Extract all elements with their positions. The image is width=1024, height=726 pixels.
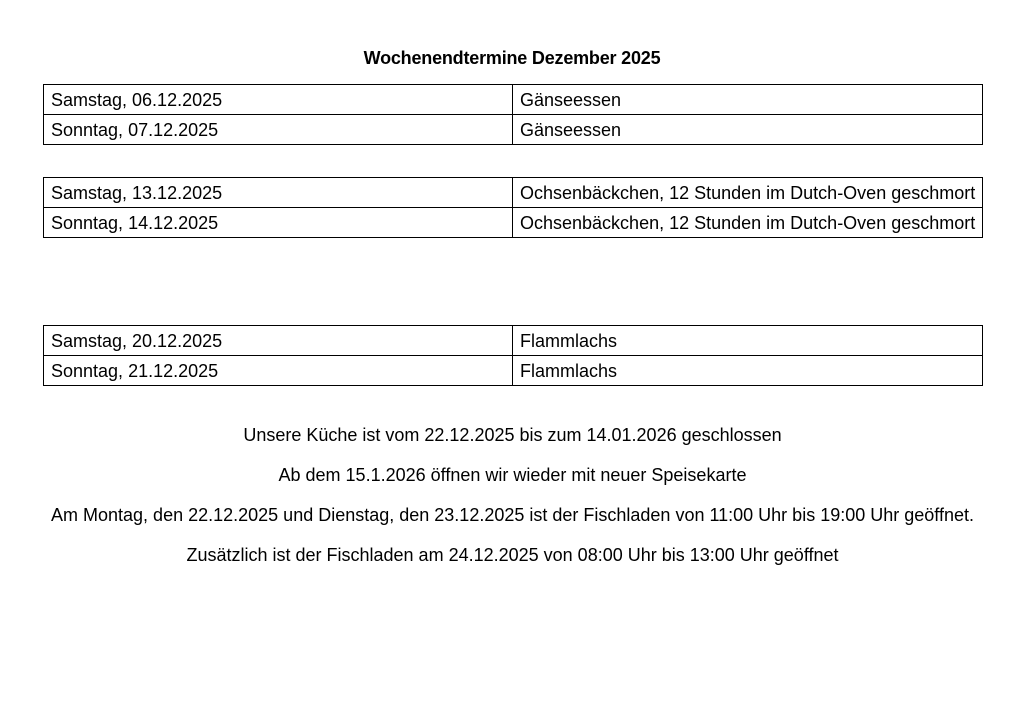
- date-cell: Samstag, 13.12.2025: [44, 178, 513, 208]
- date-cell: Samstag, 20.12.2025: [44, 326, 513, 356]
- menu-cell: Flammlachs: [513, 326, 983, 356]
- date-cell: Sonntag, 21.12.2025: [44, 356, 513, 386]
- date-cell: Sonntag, 14.12.2025: [44, 208, 513, 238]
- menu-cell: Ochsenbäckchen, 12 Stunden im Dutch-Oven geschmort: [513, 178, 983, 208]
- table-row: [44, 326, 983, 356]
- table-row: [44, 115, 983, 145]
- schedule-table-week-3: [43, 325, 983, 386]
- notes-section: [43, 420, 982, 580]
- date-cell: Samstag, 06.12.2025: [44, 85, 513, 115]
- schedule-table-week-2: [43, 177, 983, 238]
- table-row: [44, 85, 983, 115]
- fish-shop-hours-note: Am Montag, den 22.12.2025 und Dienstag, den 23.12.2025 ist der Fischladen von 11:00 Uhr bis 19:00 Uhr geöffnet.: [51, 505, 974, 525]
- kitchen-closed-note: Unsere Küche ist vom 22.12.2025 bis zum 14.01.2026 geschlossen: [243, 425, 782, 445]
- schedule-table-week-1: [43, 84, 983, 145]
- table-row: [44, 356, 983, 386]
- menu-cell: Ochsenbäckchen, 12 Stunden im Dutch-Oven geschmort: [513, 208, 983, 238]
- table-row: [44, 178, 983, 208]
- fish-shop-christmas-eve-note: Zusätzlich ist der Fischladen am 24.12.2025 von 08:00 Uhr bis 13:00 Uhr geöffnet: [186, 545, 839, 565]
- reopening-note: Ab dem 15.1.2026 öffnen wir wieder mit neuer Speisekarte: [278, 465, 747, 485]
- document-title: Wochenendtermine Dezember 2025: [363, 48, 661, 68]
- date-cell: Sonntag, 07.12.2025: [44, 115, 513, 145]
- menu-cell: Gänseessen: [513, 115, 983, 145]
- menu-cell: Gänseessen: [513, 85, 983, 115]
- table-row: [44, 208, 983, 238]
- menu-cell: Flammlachs: [513, 356, 983, 386]
